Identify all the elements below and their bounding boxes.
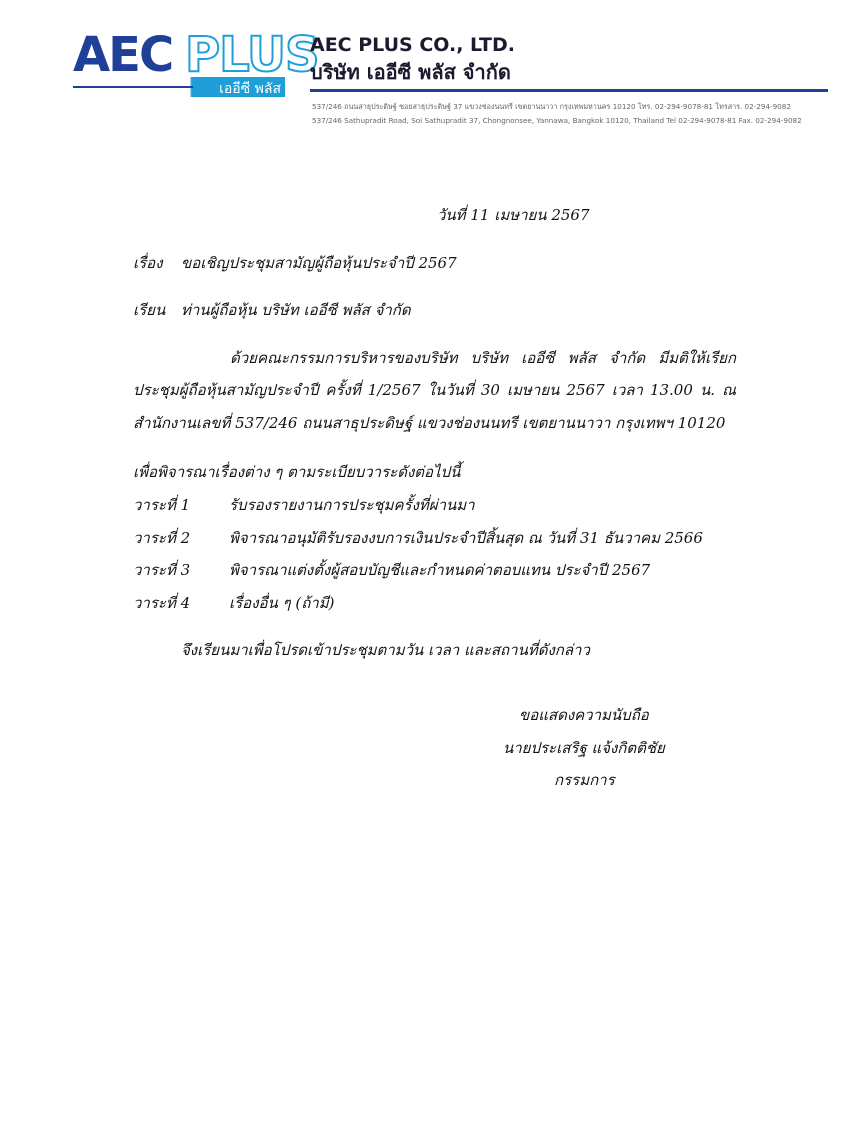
agenda-text: เรื่องอื่น ๆ (ถ้ามี) [229, 594, 335, 612]
agenda-intro: เพื่อพิจารณาเรื่องต่าง ๆ ตามระเบียบวาระดังต่อไปนี้ [133, 463, 461, 481]
logo-plus-text: PLUS [185, 27, 319, 83]
company-name-en: AEC PLUS CO., LTD. [310, 34, 515, 56]
logo-thai-text: เออีซี พลัส [219, 81, 281, 97]
agenda-text: พิจารณาแต่งตั้งผู้สอบบัญชีและกำหนดค่าตอบแทน ประจำปี 2567 [229, 561, 651, 579]
paragraph-line-1: ด้วยคณะกรรมการบริหารของบริษัท บริษัท เออีซี พลัส จำกัด มีมติให้เรียก [230, 349, 737, 367]
logo-aec-text: AEC [73, 27, 173, 83]
agenda-text: รับรองรายงานการประชุมครั้งที่ผ่านมา [229, 496, 475, 514]
signer-name: นายประเสริฐ แจ้งกิตติชัย [503, 739, 665, 757]
agenda-label: วาระที่ 3 [133, 561, 191, 579]
closing-sentence: จึงเรียนมาเพื่อโปรดเข้าประชุมตามวัน เวลา และสถานที่ดังกล่าว [181, 641, 590, 659]
agenda-label: วาระที่ 4 [133, 594, 191, 612]
letter-date: วันที่ 11 เมษายน 2567 [437, 206, 590, 224]
paragraph-line-3: สำนักงานเลขที่ 537/246 ถนนสาธุประดิษฐ์ แขวงช่องนนทรี เขตยานนาวา กรุงเทพฯ 10120 [133, 414, 726, 432]
paragraph-line-2: ประชุมผู้ถือหุ้นสามัญประจำปี ครั้งที่ 1/2567 ในวันที่ 30 เมษายน 2567 เวลา 13.00 น. ณ [133, 381, 736, 399]
agenda-label: วาระที่ 1 [133, 496, 191, 514]
regards-text: ขอแสดงความนับถือ [519, 706, 649, 724]
company-logo [73, 27, 319, 97]
agenda-text: พิจารณาอนุมัติรับรองงบการเงินประจำปีสิ้นสุด ณ วันที่ 31 ธันวาคม 2566 [229, 529, 703, 547]
agenda-label: วาระที่ 2 [133, 529, 191, 547]
subject-label: เรื่อง [133, 254, 163, 272]
address-thai: 537/246 ถนนสาธุประดิษฐ์ ซอยสาธุประดิษฐ์ 37 แขวงช่องนนทรี เขตยานนาวา กรุงเทพมหานคร 10120 โทร. 02-294-9078-81 โทรสาร. 02-294-9082 [312, 102, 791, 111]
address-english: 537/246 Sathupradit Road, Soi Sathupradit 37, Chongnonsee, Yannawa, Bangkok 10120, Thailand Tel 02-294-9078-81 Fax. 02-294-9082 [312, 116, 802, 125]
recipient-label: เรียน [133, 301, 166, 319]
recipient-text: ท่านผู้ถือหุ้น บริษัท เออีซี พลัส จำกัด [181, 301, 411, 319]
letterhead-divider [310, 89, 828, 92]
subject-text: ขอเชิญประชุมสามัญผู้ถือหุ้นประจำปี 2567 [181, 254, 457, 272]
company-name-th: บริษัท เออีซี พลัส จำกัด [310, 60, 511, 84]
signer-title: กรรมการ [554, 771, 615, 789]
logo-underline [73, 86, 193, 88]
